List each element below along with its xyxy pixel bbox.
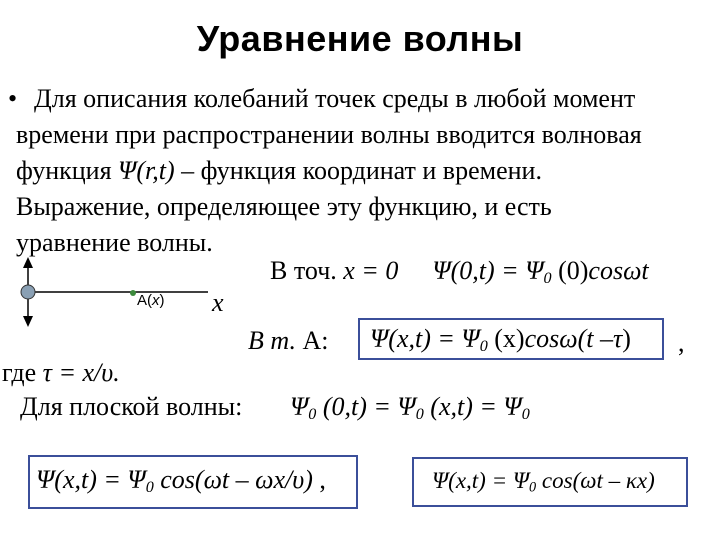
point-a-label — [137, 292, 165, 309]
point-a-marker — [130, 290, 136, 296]
plane-wave-equality — [290, 390, 530, 432]
point-a-label-post: ) — [159, 292, 165, 309]
final2-lhs: Ψ(x,t) = Ψ — [432, 468, 530, 493]
final2-rhs: cos(ωt – κx) — [536, 468, 655, 493]
source-point — [21, 285, 35, 299]
point-a-eq-sub: 0 — [479, 338, 488, 356]
point-x0-condition: x = 0 — [343, 256, 399, 285]
plane-wave-prefix: Для плоской волны: — [20, 392, 243, 421]
final1-trailing-comma: , — [312, 465, 326, 494]
final1-rhs: cos(ωt – ωx/υ) — [153, 465, 313, 494]
point-a-prefix-plain: А: — [295, 326, 329, 355]
point-a-eq-lhs: Ψ(x,t) = Ψ — [370, 324, 480, 353]
point-a-prefix-it: В т. — [248, 326, 296, 355]
final-equation-2 — [432, 468, 655, 497]
tau-definition-prefix: где — [2, 358, 43, 387]
point-a-label-pre: A( — [137, 292, 152, 309]
vertical-arrow-down — [23, 316, 33, 327]
final1-lhs: Ψ(x,t) = Ψ — [36, 465, 146, 494]
wave-function-symbol: Ψ(r,t) — [118, 156, 175, 185]
vertical-arrow-up — [23, 257, 33, 268]
point-x0-eq-sub: 0 — [543, 270, 552, 288]
point-a-eq-mid: (x) — [487, 324, 525, 353]
point-a-trailing-comma: , — [678, 328, 685, 357]
point-x0-eq-rhs: (0) — [551, 256, 589, 285]
point-a-equation — [370, 322, 631, 364]
point-x0-prefix: В точ. — [270, 256, 344, 285]
axis-x-label: x — [212, 288, 224, 317]
final2-sub: 0 — [529, 479, 537, 496]
plane-eq-sub-b: 0 — [415, 406, 424, 424]
plane-eq-part-b: (0,t) = Ψ — [316, 392, 416, 421]
point-a-label-x: x — [152, 292, 160, 309]
plane-eq-part-c: (x,t) = Ψ — [423, 392, 522, 421]
paragraph-line-3-post: – функция координат и времени. — [174, 156, 542, 185]
paragraph-line-1: Для описания колебаний точек среды в любой момент — [34, 84, 636, 113]
point-a-eq-arg: t –τ — [586, 324, 623, 353]
point-x0-eq-cos: cosωt — [588, 256, 649, 285]
paragraph-line-2: времени при распространении волны вводится волновая — [16, 120, 642, 149]
paragraph-line-4: Выражение, определяющее эту функцию, и есть — [16, 192, 552, 221]
point-a-prefix — [248, 324, 328, 358]
plane-eq-part-a: Ψ — [290, 392, 309, 421]
point-a-eq-close: ) — [622, 324, 631, 353]
tau-formula: τ = x/υ. — [42, 358, 120, 387]
paragraph-line-3-pre: функция — [16, 156, 119, 185]
plane-eq-sub-a: 0 — [308, 406, 317, 424]
tau-definition — [2, 356, 120, 390]
point-a-eq-cos: cosω( — [524, 324, 587, 353]
plane-eq-sub-c: 0 — [521, 406, 530, 424]
final1-sub: 0 — [145, 479, 154, 497]
paragraph-line-5: уравнение волны. — [16, 228, 213, 257]
final-equation-1 — [36, 465, 326, 497]
bullet-marker: • — [8, 84, 18, 113]
page-title: Уравнение волны — [196, 18, 524, 59]
point-x0-eq-lhs: Ψ(0,t) = Ψ — [432, 256, 544, 285]
